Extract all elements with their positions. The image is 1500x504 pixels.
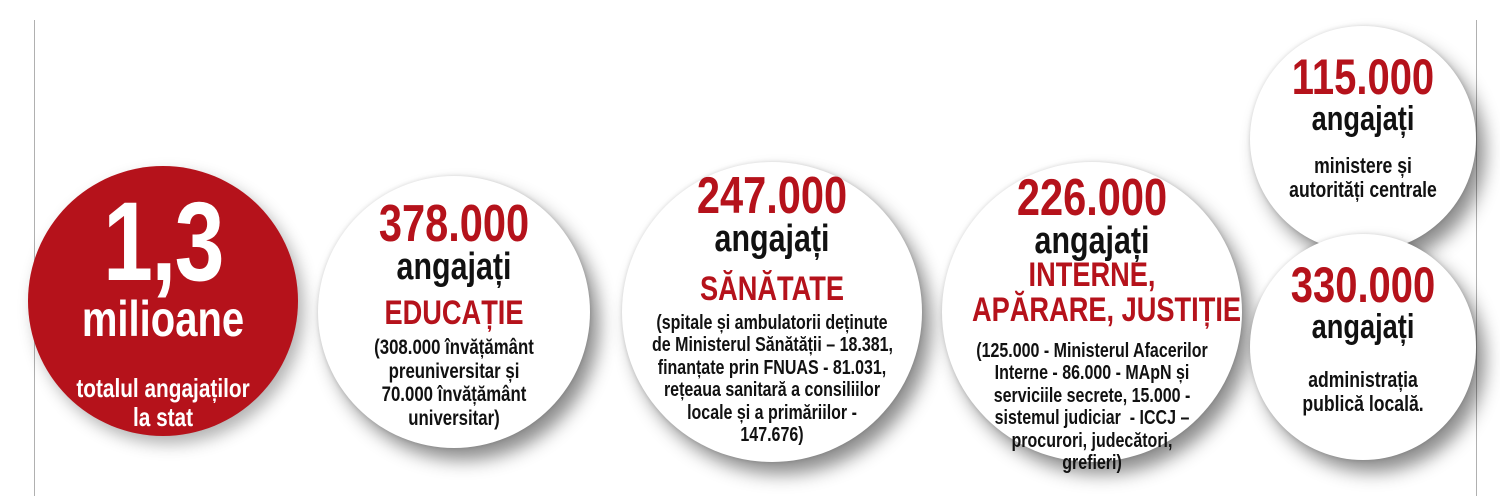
health-unit: angajați — [714, 218, 830, 260]
education-unit: angajați — [396, 246, 512, 288]
central-detail: ministere și autorități centrale — [1289, 153, 1437, 203]
security-name: INTERNE, APĂRARE, JUSTIȚIE — [972, 256, 1242, 329]
total-unit: milioane — [81, 291, 245, 347]
total-caption: totalul angajaților la stat — [76, 373, 250, 433]
central-unit: angajați — [1311, 100, 1415, 138]
education-circle — [318, 176, 590, 448]
local-circle — [1250, 234, 1476, 460]
education-value: 378.000 — [378, 195, 530, 253]
local-detail: administrația publică locală. — [1302, 367, 1424, 417]
local-value: 330.000 — [1290, 257, 1436, 313]
health-circle — [622, 162, 922, 462]
total-value: 1,3 — [103, 179, 223, 304]
security-unit: angajați — [1034, 220, 1150, 262]
education-name: EDUCAȚIE — [384, 294, 524, 332]
health-name: SĂNĂTATE — [699, 270, 845, 308]
health-detail: (spitale și ambulatorii deținute de Ministerul Sănătății – 18.381, finanțate prin FNUAS - 81.031, rețeaua sanitară a consiliilor locale și a primăriilor - 147.676) — [652, 312, 893, 446]
security-detail: (125.000 - Ministerul Afacerilor Interne - 86.000 - MApN și serviciile secrete, 15.000 - sistemul judiciar - ICCJ – procurori, judecători, grefieri) — [976, 340, 1208, 474]
local-unit: angajați — [1311, 308, 1415, 346]
total-circle — [28, 166, 298, 436]
education-detail: (308.000 învățământ preuniversitar și 70.000 învățământ universitar) — [374, 336, 534, 430]
security-circle — [942, 162, 1242, 474]
right-divider — [1476, 20, 1477, 496]
central-circle — [1250, 26, 1476, 252]
central-value: 115.000 — [1291, 49, 1435, 105]
health-value: 247.000 — [696, 167, 848, 225]
security-value: 226.000 — [1016, 169, 1168, 227]
